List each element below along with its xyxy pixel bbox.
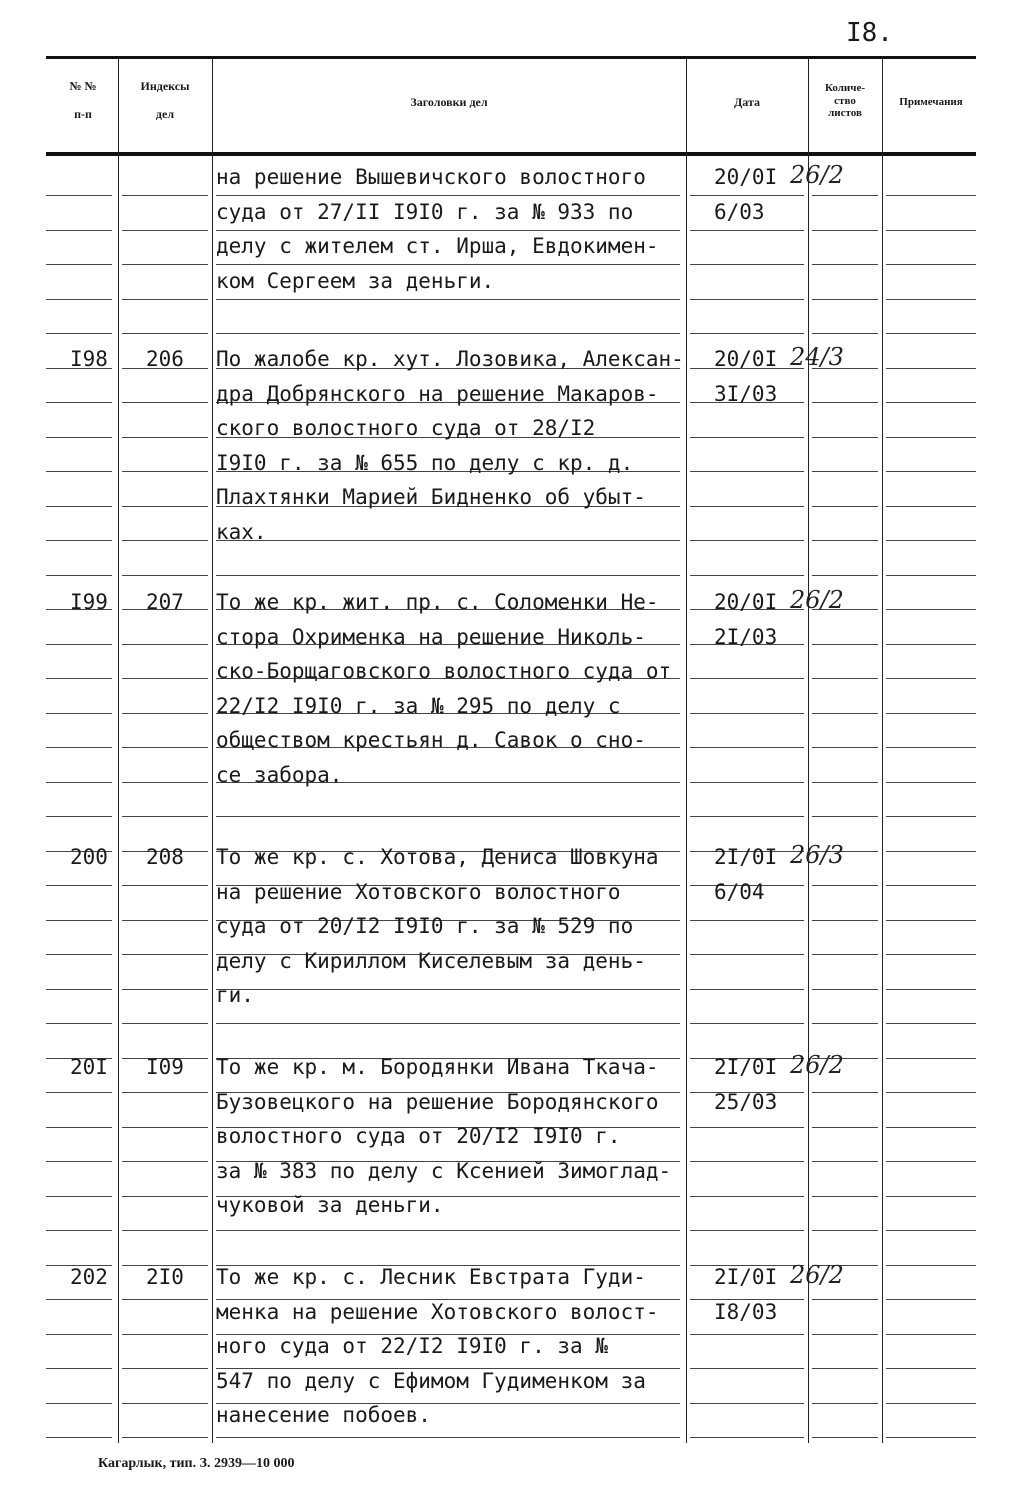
ruled-line bbox=[812, 1127, 878, 1128]
ruled-line bbox=[122, 1403, 208, 1404]
ruled-line bbox=[886, 437, 976, 438]
ruled-line bbox=[122, 1161, 208, 1162]
entry-number: I99 bbox=[70, 590, 108, 614]
ruled-line bbox=[886, 333, 976, 334]
ruled-line bbox=[216, 1437, 680, 1438]
ruled-line bbox=[812, 230, 878, 231]
entry-sheet-count: 24/3 bbox=[790, 343, 844, 371]
ruled-line bbox=[46, 437, 112, 438]
ruled-line bbox=[690, 1196, 804, 1197]
entry-date: 20/0I bbox=[714, 590, 778, 614]
ruled-line bbox=[812, 1161, 878, 1162]
ruled-line bbox=[886, 678, 976, 679]
ruled-line bbox=[46, 713, 112, 714]
ruled-line bbox=[812, 782, 878, 783]
entry-title-line: Бузовецкого на решение Бородянского bbox=[216, 1090, 659, 1114]
ruled-line bbox=[812, 885, 878, 886]
entry-title-line: на решение Хотовского волостного bbox=[216, 880, 621, 904]
entry-date: 2I/0I bbox=[714, 1055, 778, 1079]
ruled-line bbox=[812, 195, 878, 196]
entry-date: 2I/0I bbox=[714, 1265, 778, 1289]
header-notes: Примечания bbox=[899, 96, 963, 108]
ruled-line bbox=[216, 195, 680, 196]
ruled-line bbox=[886, 1230, 976, 1231]
ruled-line bbox=[886, 1058, 976, 1059]
ruled-line bbox=[886, 195, 976, 196]
entry-index: 2I0 bbox=[146, 1265, 184, 1289]
ruled-line bbox=[886, 1437, 976, 1438]
ruled-line bbox=[690, 540, 804, 541]
ruled-line bbox=[46, 954, 112, 955]
ruled-line bbox=[886, 1334, 976, 1335]
ruled-line bbox=[216, 816, 680, 817]
entry-index: 208 bbox=[146, 845, 184, 869]
ruled-line bbox=[122, 299, 208, 300]
ruled-line bbox=[122, 437, 208, 438]
column-divider bbox=[212, 58, 213, 1443]
ruled-line bbox=[886, 782, 976, 783]
ruled-line bbox=[812, 333, 878, 334]
entry-title-line: за № 383 по делу с Ксенией Зимоглад- bbox=[216, 1159, 672, 1183]
ruled-line bbox=[46, 1334, 112, 1335]
ruled-line bbox=[46, 747, 112, 748]
ruled-line bbox=[886, 1299, 976, 1300]
header-titles: Заголовки дел bbox=[410, 95, 488, 109]
ruled-line bbox=[216, 1023, 680, 1024]
ruled-line bbox=[886, 264, 976, 265]
header-number-bottom: п-п bbox=[74, 106, 92, 121]
entry-title-line: То же кр. с. Лесник Евстрата Гуди- bbox=[216, 1265, 646, 1289]
ruled-line bbox=[46, 1437, 112, 1438]
ruled-line bbox=[122, 402, 208, 403]
ruled-line bbox=[690, 1437, 804, 1438]
ruled-line bbox=[690, 264, 804, 265]
ruled-line bbox=[886, 1196, 976, 1197]
ruled-line bbox=[46, 230, 112, 231]
ruled-line bbox=[46, 644, 112, 645]
ruled-line bbox=[216, 1230, 680, 1231]
ruled-line bbox=[46, 678, 112, 679]
ruled-line bbox=[122, 920, 208, 921]
header-bottom-rule bbox=[46, 152, 976, 156]
entry-title-line: ного суда от 22/I2 I9I0 г. за № bbox=[216, 1334, 608, 1358]
ruled-line bbox=[122, 333, 208, 334]
ruled-line bbox=[122, 264, 208, 265]
ruled-line bbox=[812, 540, 878, 541]
ruled-line bbox=[812, 1403, 878, 1404]
ruled-line bbox=[122, 1092, 208, 1093]
ruled-line bbox=[122, 1368, 208, 1369]
ruled-line bbox=[46, 1299, 112, 1300]
ruled-line bbox=[690, 713, 804, 714]
entry-number: 202 bbox=[70, 1265, 108, 1289]
ruled-line bbox=[886, 368, 976, 369]
entry-date: 6/04 bbox=[714, 880, 765, 904]
entry-title-line: суда от 20/I2 I9I0 г. за № 529 по bbox=[216, 914, 634, 938]
header-number-top: № № bbox=[69, 79, 97, 93]
ruled-line bbox=[886, 1403, 976, 1404]
ruled-line bbox=[122, 540, 208, 541]
entry-title-line: менка на решение Хотовского волост- bbox=[216, 1300, 659, 1324]
ruled-line bbox=[886, 954, 976, 955]
ruled-line bbox=[690, 816, 804, 817]
ruled-line bbox=[886, 816, 976, 817]
ruled-line bbox=[46, 1403, 112, 1404]
ruled-line bbox=[216, 575, 680, 576]
entry-title-line: ско-Борщаговского волостного суда от bbox=[216, 659, 672, 683]
entry-date: 25/03 bbox=[714, 1090, 778, 1114]
entry-title-line: чуковой за деньги. bbox=[216, 1193, 444, 1217]
ruled-line bbox=[812, 1437, 878, 1438]
entry-title-line: дра Добрянского на решение Макаров- bbox=[216, 382, 659, 406]
column-divider bbox=[808, 58, 809, 1443]
ruled-line bbox=[122, 195, 208, 196]
entry-title-line: 547 по делу с Ефимом Гудименком за bbox=[216, 1369, 646, 1393]
ruled-line bbox=[812, 299, 878, 300]
ruled-line bbox=[690, 747, 804, 748]
ruled-line bbox=[886, 885, 976, 886]
header-index-bottom: дел bbox=[155, 106, 175, 121]
ruled-line bbox=[812, 747, 878, 748]
ruled-line bbox=[690, 471, 804, 472]
ruled-line bbox=[122, 1196, 208, 1197]
ruled-line bbox=[886, 989, 976, 990]
ruled-line bbox=[812, 264, 878, 265]
entry-title-line: То же кр. жит. пр. с. Соломенки Не- bbox=[216, 590, 659, 614]
ruled-line bbox=[886, 540, 976, 541]
ruled-line bbox=[812, 575, 878, 576]
ruled-line bbox=[812, 678, 878, 679]
ruled-line bbox=[812, 713, 878, 714]
ruled-line bbox=[216, 264, 680, 265]
ruled-line bbox=[886, 644, 976, 645]
ruled-line bbox=[690, 1023, 804, 1024]
ruled-line bbox=[46, 1230, 112, 1231]
entry-date: 3I/03 bbox=[714, 382, 778, 406]
ruled-line bbox=[812, 644, 878, 645]
header-date: Дата bbox=[734, 95, 760, 109]
entry-title-line: волостного суда от 20/I2 I9I0 г. bbox=[216, 1124, 621, 1148]
ruled-line bbox=[122, 954, 208, 955]
ruled-line bbox=[46, 1161, 112, 1162]
ruled-line bbox=[122, 575, 208, 576]
ruled-line bbox=[812, 816, 878, 817]
entry-sheet-count: 26/2 bbox=[790, 1261, 844, 1289]
header-top-rule bbox=[46, 56, 976, 59]
ruled-line bbox=[690, 506, 804, 507]
entry-index: 207 bbox=[146, 590, 184, 614]
ruled-line bbox=[46, 195, 112, 196]
ruled-line bbox=[46, 782, 112, 783]
header-sheets: Количе- ство листов bbox=[824, 82, 866, 120]
entry-sheet-count: 26/2 bbox=[790, 586, 844, 614]
ruled-line bbox=[46, 885, 112, 886]
entry-date: 20/0I bbox=[714, 165, 778, 189]
ruled-line bbox=[690, 195, 804, 196]
ruled-line bbox=[690, 782, 804, 783]
entry-title-line: на решение Вышевичского волостного bbox=[216, 165, 646, 189]
ruled-line bbox=[812, 920, 878, 921]
ruled-line bbox=[690, 299, 804, 300]
ruled-line bbox=[812, 1368, 878, 1369]
ruled-line bbox=[812, 1334, 878, 1335]
ruled-line bbox=[812, 437, 878, 438]
ruled-line bbox=[886, 1127, 976, 1128]
entry-title-line: ках. bbox=[216, 520, 267, 544]
ruled-line bbox=[690, 575, 804, 576]
ruled-line bbox=[46, 575, 112, 576]
ruled-line bbox=[812, 402, 878, 403]
ruled-line bbox=[690, 678, 804, 679]
ruled-line bbox=[46, 471, 112, 472]
ruled-line bbox=[690, 1403, 804, 1404]
ruled-line bbox=[122, 782, 208, 783]
entry-date: 20/0I bbox=[714, 347, 778, 371]
ruled-line bbox=[812, 1196, 878, 1197]
ruled-line bbox=[812, 954, 878, 955]
entry-date: 6/03 bbox=[714, 200, 765, 224]
ruled-line bbox=[122, 644, 208, 645]
ruled-line bbox=[812, 1092, 878, 1093]
ruled-line bbox=[812, 1299, 878, 1300]
ruled-line bbox=[122, 1023, 208, 1024]
entry-date: 2I/03 bbox=[714, 625, 778, 649]
ruled-line bbox=[122, 1299, 208, 1300]
entry-title-line: 22/I2 I9I0 г. за № 295 по делу с bbox=[216, 694, 621, 718]
ruled-line bbox=[690, 954, 804, 955]
ruled-line bbox=[122, 747, 208, 748]
ruled-line bbox=[886, 402, 976, 403]
entry-title-line: По жалобе кр. хут. Лозовика, Алексан- bbox=[216, 347, 684, 371]
entry-title-line: ского волостного суда от 28/I2 bbox=[216, 416, 596, 440]
ruled-line bbox=[812, 1023, 878, 1024]
entry-date: 2I/0I bbox=[714, 845, 778, 869]
ruled-line bbox=[886, 851, 976, 852]
ruled-line bbox=[216, 230, 680, 231]
entry-title-line: суда от 27/II I9I0 г. за № 933 по bbox=[216, 200, 634, 224]
entry-date: I8/03 bbox=[714, 1300, 778, 1324]
entry-title-line: се забора. bbox=[216, 763, 343, 787]
ruled-line bbox=[886, 575, 976, 576]
entry-title-line: I9I0 г. за № 655 по делу с кр. д. bbox=[216, 451, 634, 475]
ruled-line bbox=[886, 230, 976, 231]
ruled-line bbox=[122, 1334, 208, 1335]
ruled-line bbox=[122, 1437, 208, 1438]
ruled-line bbox=[122, 506, 208, 507]
ruled-line bbox=[812, 471, 878, 472]
ruled-line bbox=[690, 1161, 804, 1162]
column-divider bbox=[882, 58, 883, 1443]
ruled-line bbox=[46, 1368, 112, 1369]
header-index bbox=[120, 80, 210, 122]
header-index-top: Индексы bbox=[140, 79, 190, 93]
ruled-line bbox=[812, 506, 878, 507]
entry-number: 200 bbox=[70, 845, 108, 869]
ruled-line bbox=[886, 920, 976, 921]
ruled-line bbox=[46, 920, 112, 921]
entry-sheet-count: 26/3 bbox=[790, 841, 844, 869]
ruled-line bbox=[122, 471, 208, 472]
ruled-line bbox=[886, 506, 976, 507]
ruled-line bbox=[216, 333, 680, 334]
ruled-line bbox=[886, 1161, 976, 1162]
ruled-line bbox=[46, 402, 112, 403]
entry-title-line: То же кр. м. Бородянки Ивана Ткача- bbox=[216, 1055, 659, 1079]
ruled-line bbox=[886, 1092, 976, 1093]
entry-number: I98 bbox=[70, 347, 108, 371]
entry-title-line: ги. bbox=[216, 983, 254, 1007]
header-number bbox=[50, 80, 116, 122]
ruled-line bbox=[886, 1265, 976, 1266]
entry-number: 20I bbox=[70, 1055, 108, 1079]
column-divider bbox=[686, 58, 687, 1443]
entry-sheet-count: 26/2 bbox=[790, 1051, 844, 1079]
ruled-line bbox=[122, 678, 208, 679]
ruled-line bbox=[46, 506, 112, 507]
ruled-line bbox=[690, 920, 804, 921]
ruled-line bbox=[690, 1230, 804, 1231]
ruled-line bbox=[46, 1196, 112, 1197]
ruled-line bbox=[122, 713, 208, 714]
ruled-line bbox=[886, 299, 976, 300]
ruled-line bbox=[46, 1127, 112, 1128]
ruled-line bbox=[122, 1230, 208, 1231]
ruled-line bbox=[886, 1368, 976, 1369]
column-divider bbox=[118, 58, 119, 1443]
ruled-line bbox=[122, 885, 208, 886]
ruled-line bbox=[690, 333, 804, 334]
ruled-line bbox=[886, 747, 976, 748]
ruled-line bbox=[46, 333, 112, 334]
ruled-line bbox=[812, 1230, 878, 1231]
ruled-line bbox=[46, 299, 112, 300]
ruled-line bbox=[690, 1127, 804, 1128]
entry-title-line: делу с жителем ст. Ирша, Евдокимен- bbox=[216, 234, 659, 258]
ruled-line bbox=[690, 437, 804, 438]
ruled-line bbox=[122, 230, 208, 231]
ruled-line bbox=[886, 609, 976, 610]
entry-title-line: стора Охрименка на решение Николь- bbox=[216, 625, 646, 649]
ruled-line bbox=[46, 989, 112, 990]
entry-title-line: Плахтянки Марией Бидненко об убыт- bbox=[216, 485, 646, 509]
ruled-line bbox=[46, 1092, 112, 1093]
ruled-line bbox=[886, 713, 976, 714]
entry-title-line: ком Сергеем за деньги. bbox=[216, 269, 495, 293]
entry-title-line: обществом крестьян д. Савок о сно- bbox=[216, 728, 646, 752]
ruled-line bbox=[886, 471, 976, 472]
ruled-line bbox=[690, 1368, 804, 1369]
ruled-line bbox=[690, 989, 804, 990]
ruled-line bbox=[46, 264, 112, 265]
ruled-line bbox=[812, 989, 878, 990]
entry-sheet-count: 26/2 bbox=[790, 161, 844, 189]
printer-imprint: Кагарлык, тип. З. 2939—10 000 bbox=[98, 1456, 295, 1471]
entry-title-line: нанесение побоев. bbox=[216, 1403, 431, 1427]
ruled-line bbox=[690, 230, 804, 231]
ruled-line bbox=[216, 299, 680, 300]
entry-title-line: То же кр. с. Хотова, Дениса Шовкуна bbox=[216, 845, 659, 869]
ruled-line bbox=[122, 816, 208, 817]
ruled-line bbox=[122, 1127, 208, 1128]
ruled-line bbox=[886, 1023, 976, 1024]
ruled-line bbox=[46, 540, 112, 541]
entry-title-line: делу с Кириллом Киселевым за день- bbox=[216, 949, 646, 973]
ruled-line bbox=[46, 1023, 112, 1024]
ruled-line bbox=[46, 816, 112, 817]
entry-index: 206 bbox=[146, 347, 184, 371]
ruled-line bbox=[122, 989, 208, 990]
entry-index: I09 bbox=[146, 1055, 184, 1079]
page-number: I8. bbox=[846, 18, 893, 48]
ruled-line bbox=[690, 1334, 804, 1335]
